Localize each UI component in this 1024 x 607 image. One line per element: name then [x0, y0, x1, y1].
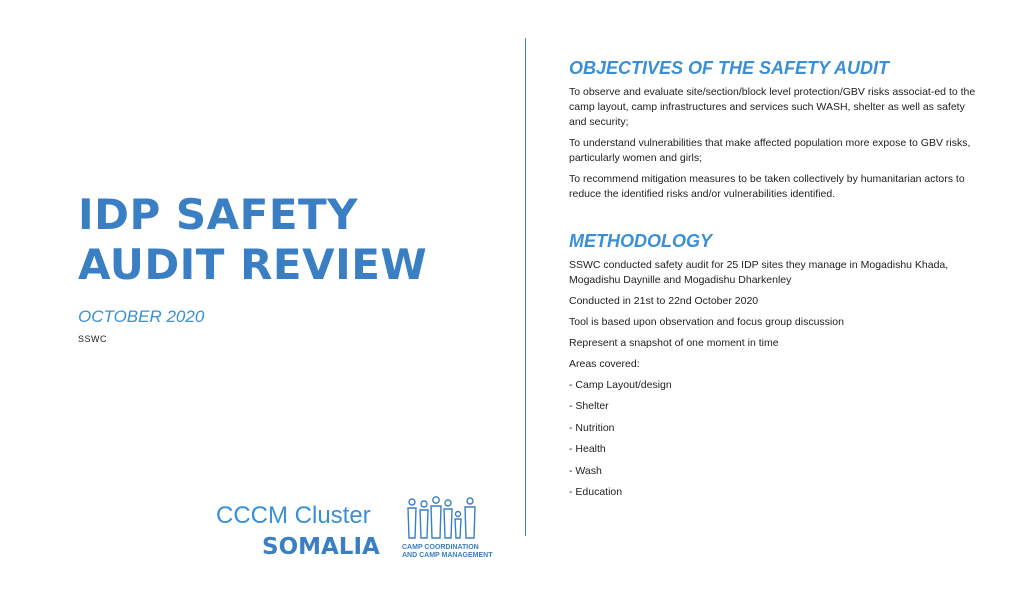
- logo-cluster-text: CCCM Cluster: [216, 502, 371, 529]
- methodology-para: Represent a snapshot of one moment in time: [569, 337, 779, 349]
- area-item: - Shelter: [569, 400, 609, 413]
- vertical-divider: [525, 38, 526, 536]
- logo-country-text: SOMALIA: [262, 534, 380, 560]
- title-line-2: AUDIT REVIEW: [78, 240, 428, 289]
- title-line-1: IDP SAFETY: [78, 190, 359, 239]
- area-item: - Camp Layout/design: [569, 379, 672, 391]
- methodology-section: [569, 231, 979, 506]
- methodology-heading: METHODOLOGY: [569, 231, 712, 251]
- objective-item: To recommend mitigation measures to be taken collectively by humanitarian actors to reduce the identified risks and/or vulnerabilities identified.: [569, 173, 965, 200]
- area-item: - Nutrition: [569, 421, 615, 434]
- objectives-section: [569, 58, 979, 208]
- methodology-para: SSWC conducted safety audit for 25 IDP sites they manage in Mogadishu Khada, Mogadishu Daynille and Mogadishu Dharkenley: [569, 259, 949, 286]
- methodology-para: Tool is based upon observation and focus group discussion: [569, 316, 844, 328]
- logo-tagline: [402, 544, 512, 560]
- document-title: [78, 190, 427, 290]
- methodology-para: Areas covered:: [569, 358, 640, 370]
- logo-tagline-1: CAMP COORDINATION: [402, 544, 479, 551]
- cccm-cluster-logo: [216, 494, 506, 564]
- area-item: - Health: [569, 443, 606, 456]
- objective-item: To understand vulnerabilities that make affected population more expose to GBV risks, particularly women and girls;: [569, 137, 971, 164]
- organization-label: SSWC: [78, 334, 107, 344]
- methodology-para: Conducted in 21st to 22nd October 2020: [569, 295, 759, 307]
- area-item: - Wash: [569, 464, 602, 477]
- objectives-heading: OBJECTIVES OF THE SAFETY AUDIT: [569, 58, 890, 78]
- area-item: - Education: [569, 485, 623, 498]
- people-figures-icon: [404, 494, 484, 540]
- logo-tagline-2: AND CAMP MANAGEMENT: [402, 552, 493, 559]
- objective-item: To observe and evaluate site/section/block level protection/GBV risks associat-ed to the camp layout, camp infrastructures and services such WASH, shelter as well as safety and security;: [569, 86, 976, 128]
- date-subtitle: OCTOBER 2020: [78, 307, 205, 326]
